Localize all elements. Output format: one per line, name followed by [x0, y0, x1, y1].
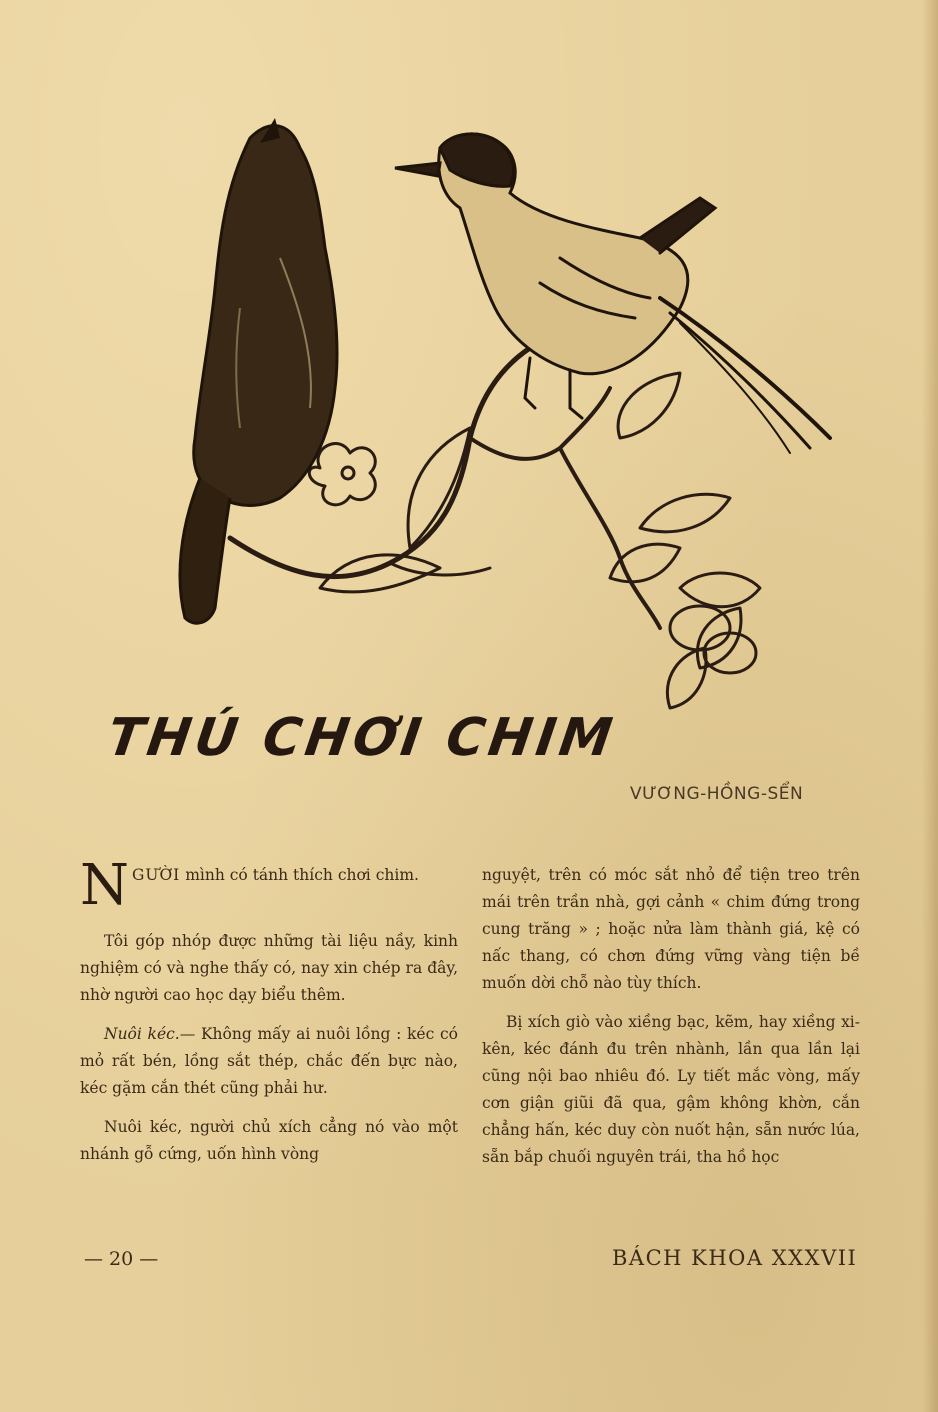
- left-bird-drawing: [180, 118, 337, 623]
- left-paragraph-1: Tôi góp nhóp được những tài liệu nầy, kinh nghiệm có và nghe thấy có, nay xin chép ra đây, nhờ người cao học dạy biểu thêm.: [80, 932, 458, 1004]
- subhead-paragraph: [80, 1021, 458, 1102]
- article-author: VƯƠNG-HỒNG-SỂN: [630, 784, 804, 804]
- right-column: [482, 862, 860, 1183]
- right-paragraph-2: Bị xích giò vào xiềng bạc, kẽm, hay xiềng xi-kên, kéc đánh đu trên nhành, lần qua lần lại cũng nội bao nhiêu đó. Ly tiết mắc vòng, mấy cơn giận giũi đã qua, gậm không khờn, cắn chẳng hấn, kéc duy còn nuốt hận, sẵn nước lúa, sẵn bắp chuối nguyên trái, tha hồ học: [482, 1013, 860, 1166]
- left-paragraph-last: Nuôi kéc, người chủ xích cẳng nó vào một nhánh gỗ cứng, uốn hình vòng: [80, 1118, 458, 1163]
- right-bird-drawing: [395, 134, 830, 453]
- journal-name: BÁCH KHOA XXXVII: [612, 1246, 858, 1270]
- right-paragraph-1: nguyệt, trên có móc sắt nhỏ để tiện treo trên mái trên trần nhà, gợi cảnh « chim đứng trong cung trăng » ; hoặc nửa làm thành giá, kệ có nấc thang, có chơn đứng vững vàng tiện bề muốn dời chỗ nào tùy thích.: [482, 866, 860, 992]
- article-title: THÚ CHƠI CHIM: [103, 708, 620, 768]
- drop-cap: N: [80, 853, 129, 918]
- subhead-paragraph-text: Không mấy ai nuôi lồng : kéc có mỏ rất bén, lồng sắt thép, chắc đến bực nào, kéc gặm cắn thét cũng phải hư.: [80, 1025, 459, 1097]
- page-number: — 20 —: [84, 1248, 159, 1270]
- subhead-nuoi-kec: Nuôi kéc.—: [104, 1025, 196, 1043]
- opening-paragraph: [80, 853, 458, 918]
- lead-text: mình có tánh thích chơi chim.: [180, 866, 419, 884]
- birds-on-branch-illustration: [140, 108, 860, 768]
- left-column: [80, 853, 459, 1180]
- page-edge-shadow: [922, 0, 938, 1412]
- lead-word: GƯỜI: [132, 866, 181, 884]
